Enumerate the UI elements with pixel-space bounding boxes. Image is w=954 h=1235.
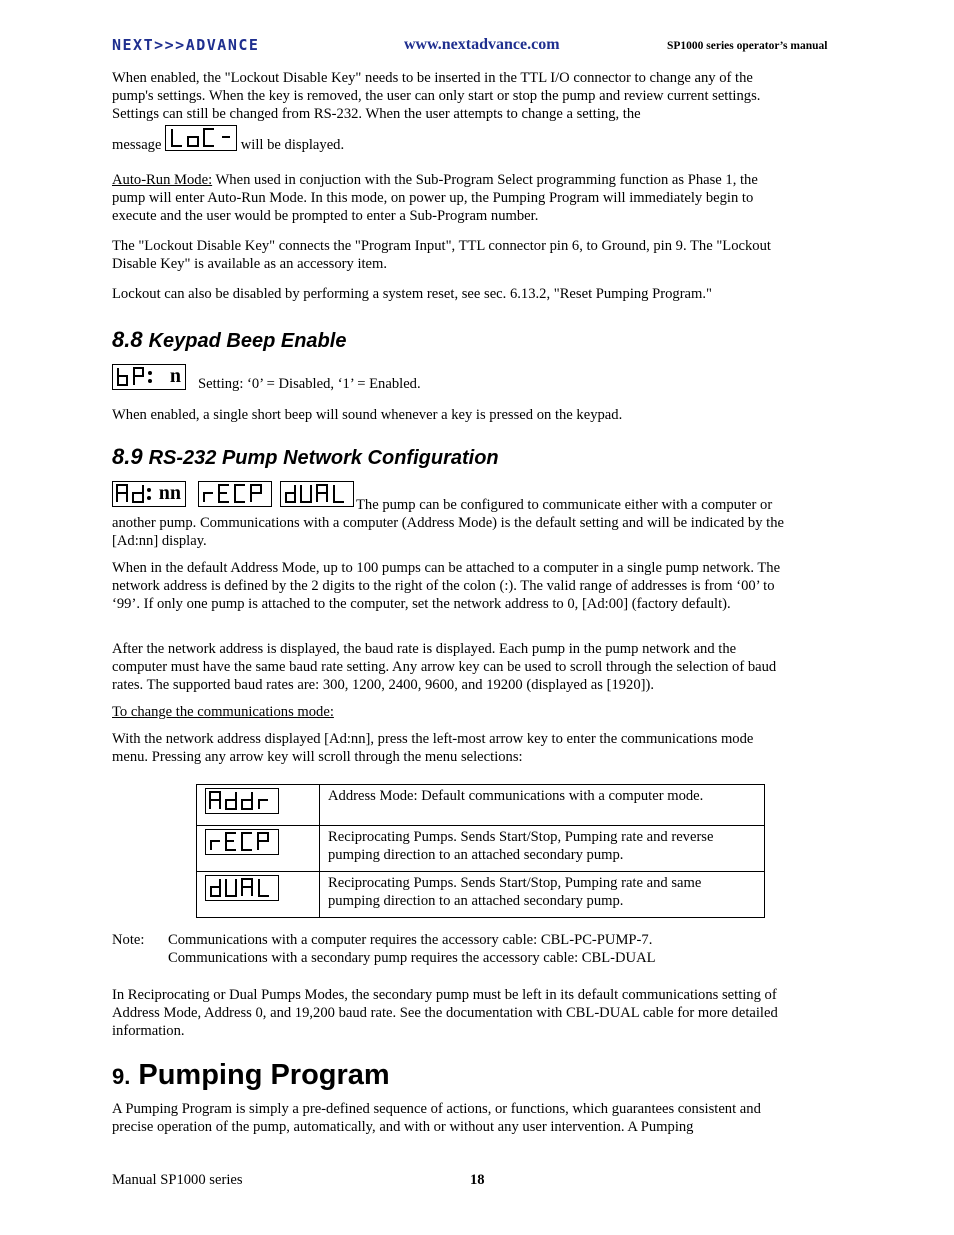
mode-description: Reciprocating Pumps. Sends Start/Stop, Pumping rate and reverse pumping direction to an attached secondary pump. (320, 826, 765, 872)
table-row (197, 785, 765, 826)
chapter-9-heading (112, 1055, 390, 1092)
lcd-display-loc (165, 125, 237, 151)
mode-display-cell (197, 872, 320, 918)
note-lines (168, 931, 768, 967)
dual-mode-paragraph: In Reciprocating or Dual Pumps Modes, the secondary pump must be left in its default communications setting of Address Mode, Address 0, and 19,200 baud rate. See the documentation with CBL-DUAL cable for more detailed information. (112, 987, 778, 1039)
lockout-reset-paragraph: Lockout can also be disabled by performing a system reset, see sec. 6.13.2, "Reset Pumping Program." (112, 286, 712, 302)
chapter-title: Pumping Program (138, 1059, 390, 1091)
network-intro-paragraph: The pump can be configured to communicate either with a computer or another pump. Communications with a computer (Address Mode) is the default setting and will be indicated by the [Ad:nn] display. (112, 497, 784, 549)
mode-display-cell (197, 826, 320, 872)
lcd-loc-glyphs (166, 126, 236, 150)
note-label: Note: (112, 932, 145, 948)
communication-modes-table (196, 784, 765, 918)
table-row (197, 872, 765, 918)
lcd-display-dual-row (205, 875, 279, 901)
auto-run-paragraph (112, 171, 792, 225)
company-logo: NEXT>>>ADVANCE (112, 36, 260, 54)
note-line: Communications with a secondary pump requires the accessory cable: CBL-DUAL (168, 950, 656, 966)
beep-value: n (169, 365, 181, 387)
lcd-recp-row-glyphs (206, 830, 278, 854)
page-number: 18 (470, 1172, 485, 1188)
section-title: Keypad Beep Enable (148, 330, 347, 352)
beep-description: When enabled, a single short beep will sound whenever a key is pressed on the keypad. (112, 407, 623, 423)
table-row (197, 826, 765, 872)
address-value: nn (158, 482, 181, 504)
lcd-display-bp (112, 364, 186, 390)
change-mode-paragraph: With the network address displayed [Ad:nn], press the left-most arrow key to enter the communications mode menu. Pressing any arrow key will scroll through the menu selections: (112, 731, 754, 765)
section-number: 8.9 (112, 444, 143, 469)
mode-description: Address Mode: Default communications with a computer mode. (320, 785, 765, 826)
website-url: www.nextadvance.com (404, 36, 560, 53)
lcd-display-addr (205, 788, 279, 814)
mode-display-cell (197, 785, 320, 826)
footer-manual: Manual SP1000 series (112, 1172, 243, 1188)
change-mode-heading: To change the communications mode: (112, 704, 334, 720)
section-8-8-heading (112, 326, 346, 354)
chapter-number: 9. (112, 1064, 131, 1089)
section-8-9-heading (112, 443, 499, 471)
section-number: 8.8 (112, 327, 143, 352)
beep-setting-text: Setting: ‘0’ = Disabled, ‘1’ = Enabled. (198, 375, 421, 392)
auto-run-label: Auto-Run Mode: (112, 172, 213, 188)
lockout-key-paragraph: The "Lockout Disable Key" connects the "Program Input", TTL connector pin 6, to Ground, pin 9. The "Lockout Disable Key" is available as an accessory item. (112, 238, 771, 272)
lockout-text: When enabled, the "Lockout Disable Key" needs to be inserted in the TTL I/O connector to change any of the pump's settings. When the key is removed, the user can only start or stop the pump and review current settings. Settings can still be changed from RS-232. When the user attempts to change a setting, the (112, 70, 761, 122)
manual-title: SP1000 series operator’s manual (667, 40, 828, 52)
note-line: Communications with a computer requires the accessory cable: CBL-PC-PUMP-7. (168, 932, 653, 948)
section-title: RS-232 Pump Network Configuration (148, 447, 499, 469)
message-word: message (112, 137, 162, 153)
baud-rate-paragraph: After the network address is displayed, the baud rate is displayed. Each pump in the pump network and the computer must have the same baud rate setting. Any arrow key can be used to scroll through the selection of baud rates. The supported baud rates are: 300, 1200, 2400, 9600, and 19200 (displayed as [1920]). (112, 641, 777, 693)
auto-run-text: When used in conjuction with the Sub-Program Select programming function as Phase 1, the pump will enter Auto-Run Mode. In this mode, on power up, the Pumping Program will immediately begin to execute and the user would be prompted to enter a Sub-Program number. (112, 172, 758, 224)
lockout-message-line (112, 125, 792, 160)
beep-display-row (112, 364, 421, 390)
lockout-paragraph (112, 69, 792, 123)
address-mode-paragraph: When in the default Address Mode, up to 100 pumps can be attached to a computer in a single pump network. The network address is defined by the 2 digits to the right of the colon (:). The valid range of addresses is from ‘00’ to ‘99’. If only one pump is attached to the computer, set the network address to 0, [Ad:00] (factory default). (112, 560, 781, 612)
mode-description: Reciprocating Pumps. Sends Start/Stop, Pumping rate and same pumping direction to an attached secondary pump. (320, 872, 765, 918)
lcd-display-recp-row (205, 829, 279, 855)
pumping-program-paragraph: A Pumping Program is simply a pre-defined sequence of actions, or functions, which guarantees consistent and precise operation of the pump, automatically, and with or without any user intervention. A Pumping (112, 1101, 761, 1135)
lcd-addr-glyphs (206, 789, 278, 813)
message-tail: will be displayed. (240, 137, 345, 153)
lcd-dual-row-glyphs (206, 876, 278, 900)
